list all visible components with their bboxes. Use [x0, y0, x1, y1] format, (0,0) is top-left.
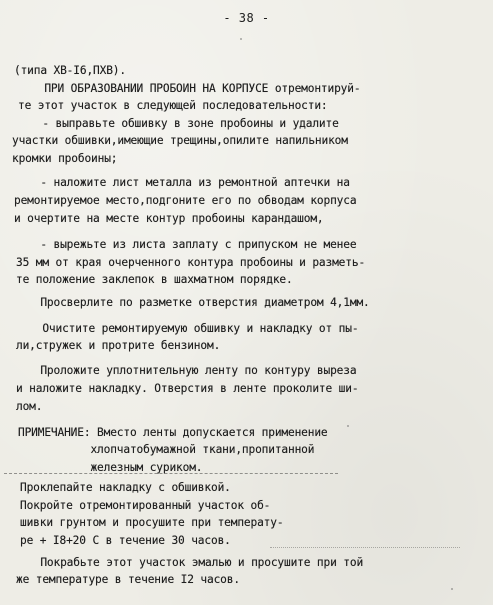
text-line-22: Проклепайте накладку с обшивкой. — [20, 481, 231, 494]
text-line-14: Очистите ремонтируемую обшивку и накладку от пы- — [16, 322, 359, 335]
separator-line-upper — [4, 473, 338, 474]
text-line-18: лом. — [16, 400, 43, 413]
paper-speck — [240, 38, 242, 40]
text-line-9: и очертите на месте контур пробоины карандашом, — [14, 212, 324, 225]
note-line-3: железным суриком. — [18, 461, 203, 474]
text-line-10: - вырежьте из листа заплату с припуском не менее — [14, 238, 357, 251]
text-line-13: Просверлите по разметке отверстия диаметром 4,1мм. — [14, 296, 370, 309]
text-line-24: шивки грунтом и просушите при температу- — [20, 516, 284, 529]
text-line-26: Покрабьте этот участок эмалью и просушите при той — [14, 556, 364, 569]
text-line-25: ре + I8+20 С в течение 30 часов. — [20, 534, 231, 547]
text-line-11: 35 мм от края очерченного контура пробоины и разметь- — [16, 256, 366, 269]
text-line-7: - наложите лист металла из ремонтной аптечки на — [14, 176, 350, 189]
text-line-8: ремонтируемое место,подгоните его по обводам корпуса — [14, 194, 357, 207]
text-line-16: Проложите уплотнительную ленту по контуру выреза — [14, 364, 357, 377]
text-line-2: ПРИ ОБРАЗОВАНИИ ПРОБОИН НА КОРПУСЕ отремонтируй- — [18, 82, 361, 95]
text-line-5: участки обшивки,имеющие трещины,опилите напильником — [12, 134, 348, 147]
text-line-6: кромки пробоины; — [12, 152, 118, 165]
note-label-line: ПРИМЕЧАНИЕ: Вместо ленты допускается применение — [18, 426, 328, 439]
separator-line-lower — [270, 547, 460, 548]
text-line-27: же температуре в течение I2 часов. — [16, 573, 240, 586]
text-line-15: ли,стружек и протрите бензином. — [16, 339, 221, 352]
text-line-12: те положение заклепок в шахматном порядке. — [16, 273, 293, 286]
page-number: - 38 - — [223, 11, 270, 25]
text-line-3: те этот участок в следующей последовательности: — [18, 99, 328, 112]
text-line-1: (типа ХВ-I6,ПХВ). — [14, 64, 126, 77]
text-line-4: - выправьте обшивку в зоне пробоины и удалите — [16, 117, 339, 130]
text-line-17: и наложите накладку. Отверстия в ленте проколите ши- — [16, 382, 359, 395]
note-line-2: хлопчатобумажной ткани,пропитанной — [18, 443, 315, 456]
paper-speck — [347, 425, 349, 427]
paper-speck — [451, 588, 453, 590]
text-line-23: Покройте отремонтированный участок об- — [20, 499, 271, 512]
